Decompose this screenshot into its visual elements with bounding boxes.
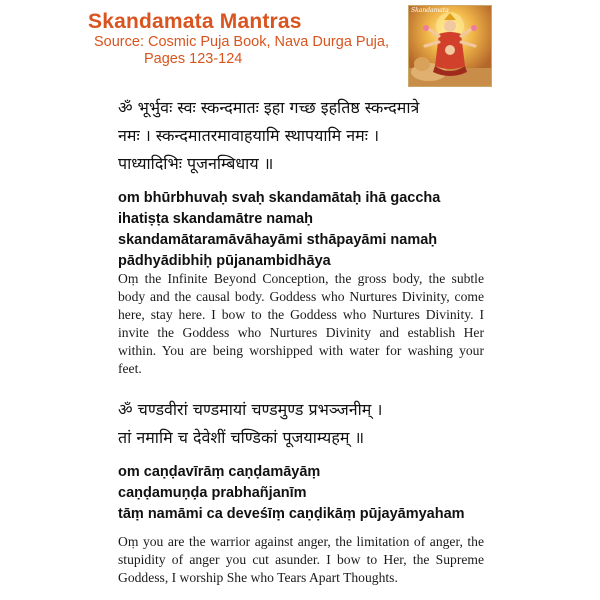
source-citation <box>88 34 408 68</box>
image-label: Skandamata <box>411 7 449 14</box>
mantra1-transliteration <box>118 188 488 272</box>
mantra2-translit-line-2: caṇḍamuṇḍa prabhañjanīm <box>118 485 307 501</box>
mantra2-transliteration <box>118 462 488 525</box>
source-line-2: Pages 123-124 <box>144 51 243 67</box>
mantra1-translit-line-3: skandamātaramāvāhayāmi sthāpayāmi namaḥ <box>118 232 438 248</box>
mantra1-devanagari-line-1: ॐ भूर्भुवः स्वः स्कन्दमातः इहा गच्छ इहतिष्ठ स्कन्दमात्रे <box>118 98 420 117</box>
mantra1-translit-line-2: ihatiṣṭa skandamātre namaḥ <box>118 211 314 227</box>
page-title: Skandamata Mantras <box>88 10 302 33</box>
mantra2-devanagari-line-1: ॐ चण्डवीरां चण्डमायां चण्डमुण्ड प्रभञ्जनीम् । <box>118 400 383 419</box>
mantra1-translit-line-1: om bhūrbhuvaḥ svaḥ skandamātaḥ ihā gaccha <box>118 190 441 206</box>
mantra1-devanagari-line-2: नमः । स्कन्दमातरमावाहयामि स्थापयामि नमः । <box>118 126 380 145</box>
goddess-image <box>408 5 492 87</box>
mantra2-translit-line-3: tāṃ namāmi ca deveśīṃ caṇḍikāṃ pūjayāmyaham <box>118 506 465 522</box>
header <box>88 10 408 68</box>
mantra2-translit-line-1: om caṇḍavīrāṃ caṇḍamāyāṃ <box>118 464 321 480</box>
goddess-illustration <box>409 6 491 86</box>
mantra1-devanagari-line-3: पाध्यादिभिः पूजनम्बिधाय ॥ <box>118 154 274 173</box>
mantra2-translation: Oṃ you are the warrior against anger, the limitation of anger, the stupidity of anger you cut asunder. I bow to Her, the Supreme Goddess, I worship She who Tears Apart Thoughts. <box>118 534 484 585</box>
source-line-1: Source: Cosmic Puja Book, Nava Durga Puja, <box>94 34 389 50</box>
mantra2-devanagari-line-2: तां नमामि च देवेशीं चण्डिकां पूजयाम्यहम् ॥ <box>118 428 365 447</box>
mantra1-translation: Oṃ the Infinite Beyond Conception, the gross body, the subtle body and the causal body. Goddess who Nurtures Divinity, come here, stay here. I bow to the Goddess who Nurtures Divinity. I invite the Goddess who Nurtures Divinity and establish Her within. You are being worshipped with water for washing your feet. <box>118 271 484 376</box>
mantra1-translit-line-4: pādhyādibhiḥ pūjanambidhāya <box>118 253 331 269</box>
